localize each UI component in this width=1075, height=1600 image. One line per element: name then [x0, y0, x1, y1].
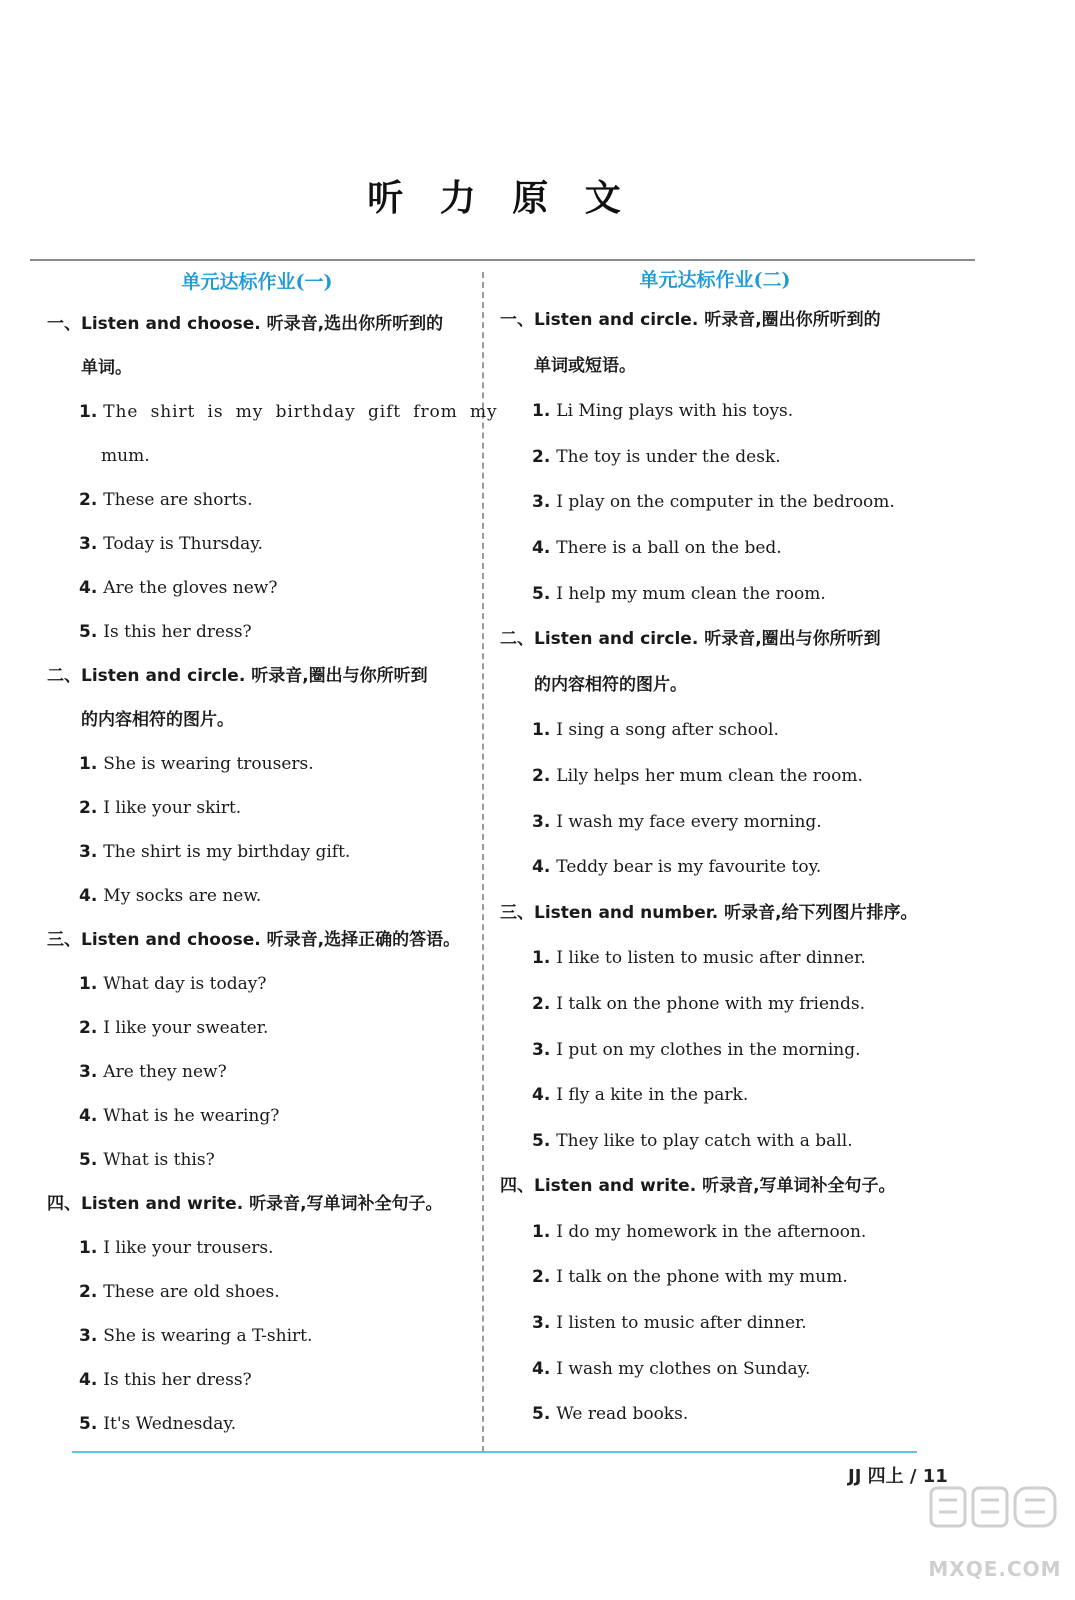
- section-heading: 二、Listen and circle. 听录音,圈出与你所听到: [47, 666, 428, 686]
- top-rule: [30, 259, 975, 261]
- section-heading-cont: 的内容相符的图片。: [534, 674, 687, 695]
- section-heading: 二、Listen and circle. 听录音,圈出与你所听到: [500, 629, 881, 650]
- item-number: 5.: [79, 622, 98, 642]
- item-number: 5.: [532, 1404, 551, 1425]
- section-heading: 一、Listen and circle. 听录音,圈出你所听到的: [500, 310, 881, 330]
- item-number: 4.: [79, 578, 98, 598]
- item-text: They like to play catch with a ball.: [556, 1130, 853, 1151]
- item-number: 5.: [532, 1130, 551, 1151]
- item-text: It's Wednesday.: [103, 1414, 237, 1434]
- item-text: Lily helps her mum clean the room.: [556, 765, 863, 786]
- item-text: I wash my clothes on Sunday.: [556, 1358, 811, 1379]
- list-item: [47, 1358, 467, 1402]
- section-heading: 四、Listen and write. 听录音,写单词补全句子。: [500, 1176, 896, 1197]
- page-number: JJ 四上 / 11: [848, 1466, 948, 1487]
- item-text: I fly a kite in the park.: [556, 1085, 749, 1106]
- right-column-title: 单元达标作业(二): [639, 269, 791, 291]
- item-text: I wash my face every morning.: [556, 811, 822, 832]
- list-item: [500, 845, 930, 891]
- list-item: [500, 1073, 930, 1119]
- list-item: [500, 435, 930, 481]
- item-number: 1.: [532, 401, 551, 422]
- item-number: 4.: [79, 1106, 98, 1126]
- item-number: 1.: [532, 720, 551, 741]
- item-text: I like your trousers.: [103, 1238, 274, 1258]
- item-number: 2.: [532, 993, 551, 1014]
- item-number: 2.: [79, 1018, 98, 1038]
- item-text: Are the gloves new?: [103, 578, 278, 598]
- item-text: Today is Thursday.: [103, 534, 263, 554]
- item-number: 3.: [79, 842, 98, 862]
- item-number: 4.: [532, 857, 551, 878]
- item-text: There is a ball on the bed.: [556, 537, 782, 558]
- item-number: 2.: [79, 1282, 98, 1302]
- list-item: [500, 800, 930, 846]
- item-text: What day is today?: [103, 974, 267, 994]
- item-text: I play on the computer in the bedroom.: [556, 492, 895, 513]
- list-item: [47, 566, 467, 610]
- watermark-logo: [925, 1470, 1065, 1590]
- list-item: [500, 1119, 930, 1165]
- item-text: Teddy bear is my favourite toy.: [556, 857, 822, 878]
- item-number: 2.: [79, 490, 98, 510]
- item-number: 2.: [532, 1267, 551, 1288]
- item-text: I do my homework in the afternoon.: [556, 1221, 867, 1242]
- bottom-rule: [72, 1451, 917, 1453]
- right-column: [500, 262, 930, 1438]
- item-text: Are they new?: [103, 1062, 227, 1082]
- item-number: 5.: [532, 583, 551, 604]
- item-text: She is wearing a T-shirt.: [103, 1326, 313, 1346]
- item-text: The shirt is my birthday gift from my: [103, 402, 498, 422]
- list-item: [500, 572, 930, 618]
- item-number: 1.: [79, 974, 98, 994]
- list-item: [47, 742, 467, 786]
- list-item: [500, 389, 930, 435]
- list-item: [47, 610, 467, 654]
- item-text: The toy is under the desk.: [556, 446, 781, 467]
- list-item: [500, 708, 930, 754]
- list-item: [47, 786, 467, 830]
- item-text: What is this?: [103, 1150, 215, 1170]
- list-item: [500, 1392, 930, 1438]
- item-text: These are shorts.: [103, 490, 253, 510]
- item-text: Is this her dress?: [103, 1370, 252, 1390]
- item-number: 3.: [532, 1313, 551, 1334]
- item-number: 1.: [79, 1238, 98, 1258]
- list-item: [47, 478, 467, 522]
- list-item: [500, 754, 930, 800]
- item-number: 3.: [532, 811, 551, 832]
- item-text: I help my mum clean the room.: [556, 583, 826, 604]
- item-number: 1.: [532, 948, 551, 969]
- list-item: [500, 1028, 930, 1074]
- list-item: [47, 1314, 467, 1358]
- list-item: [500, 1347, 930, 1393]
- item-text: I sing a song after school.: [556, 720, 779, 741]
- list-item: [500, 1255, 930, 1301]
- item-number: 4.: [79, 1370, 98, 1390]
- item-text: I like to listen to music after dinner.: [556, 948, 866, 969]
- item-text: Is this her dress?: [103, 622, 252, 642]
- item-number: 4.: [532, 537, 551, 558]
- list-item: [47, 830, 467, 874]
- list-item: [500, 526, 930, 572]
- item-text: I talk on the phone with my friends.: [556, 993, 866, 1014]
- section-heading: 三、Listen and choose. 听录音,选择正确的答语。: [47, 930, 461, 950]
- list-item: [47, 1006, 467, 1050]
- item-text: She is wearing trousers.: [103, 754, 314, 774]
- item-number: 5.: [79, 1150, 98, 1170]
- section-heading-cont: 单词或短语。: [534, 355, 636, 376]
- item-text: I listen to music after dinner.: [556, 1313, 807, 1334]
- item-text: I like your skirt.: [103, 798, 242, 818]
- item-number: 3.: [79, 534, 98, 554]
- item-number: 2.: [532, 765, 551, 786]
- list-item: [47, 1138, 467, 1182]
- item-text: Li Ming plays with his toys.: [556, 401, 794, 422]
- item-number: 1.: [79, 754, 98, 774]
- item-text-cont: mum.: [101, 446, 150, 466]
- item-text: What is he wearing?: [103, 1106, 280, 1126]
- section-heading: 三、Listen and number. 听录音,给下列图片排序。: [500, 902, 918, 923]
- item-number: 5.: [79, 1414, 98, 1434]
- list-item: [47, 390, 498, 434]
- item-text: These are old shoes.: [103, 1282, 280, 1302]
- left-column: [47, 262, 498, 1446]
- item-number: 4.: [532, 1085, 551, 1106]
- item-text: The shirt is my birthday gift.: [103, 842, 351, 862]
- item-number: 4.: [79, 886, 98, 906]
- page-title: 听 力 原 文: [367, 178, 633, 219]
- list-item: [500, 982, 930, 1028]
- list-item: [47, 1094, 467, 1138]
- list-item: [47, 1050, 467, 1094]
- list-item: [500, 480, 930, 526]
- item-text: I talk on the phone with my mum.: [556, 1267, 848, 1288]
- item-text: We read books.: [556, 1404, 689, 1425]
- section-heading-cont: 的内容相符的图片。: [81, 710, 234, 730]
- list-item: [47, 962, 467, 1006]
- item-text: My socks are new.: [103, 886, 262, 906]
- list-item: [47, 1226, 467, 1270]
- item-number: 3.: [79, 1062, 98, 1082]
- section-heading-cont: 单词。: [81, 358, 132, 378]
- list-item: [47, 522, 467, 566]
- column-divider: [482, 272, 484, 1452]
- item-text: I like your sweater.: [103, 1018, 269, 1038]
- section-heading: 一、Listen and choose. 听录音,选出你所听到的: [47, 314, 444, 334]
- item-number: 1.: [79, 402, 98, 422]
- list-item: [500, 1210, 930, 1256]
- list-item: [47, 1402, 467, 1446]
- list-item: [47, 874, 467, 918]
- list-item: [500, 1301, 930, 1347]
- item-number: 3.: [532, 492, 551, 513]
- left-column-title: 单元达标作业(一): [181, 271, 333, 293]
- item-text: I put on my clothes in the morning.: [556, 1039, 861, 1060]
- section-heading: 四、Listen and write. 听录音,写单词补全句子。: [47, 1194, 443, 1214]
- item-number: 3.: [532, 1039, 551, 1060]
- item-number: 2.: [79, 798, 98, 818]
- list-item: [500, 936, 930, 982]
- item-number: 1.: [532, 1221, 551, 1242]
- item-number: 3.: [79, 1326, 98, 1346]
- list-item: [47, 1270, 467, 1314]
- item-number: 4.: [532, 1358, 551, 1379]
- watermark-text: MXQE.COM: [928, 1557, 1062, 1581]
- item-number: 2.: [532, 446, 551, 467]
